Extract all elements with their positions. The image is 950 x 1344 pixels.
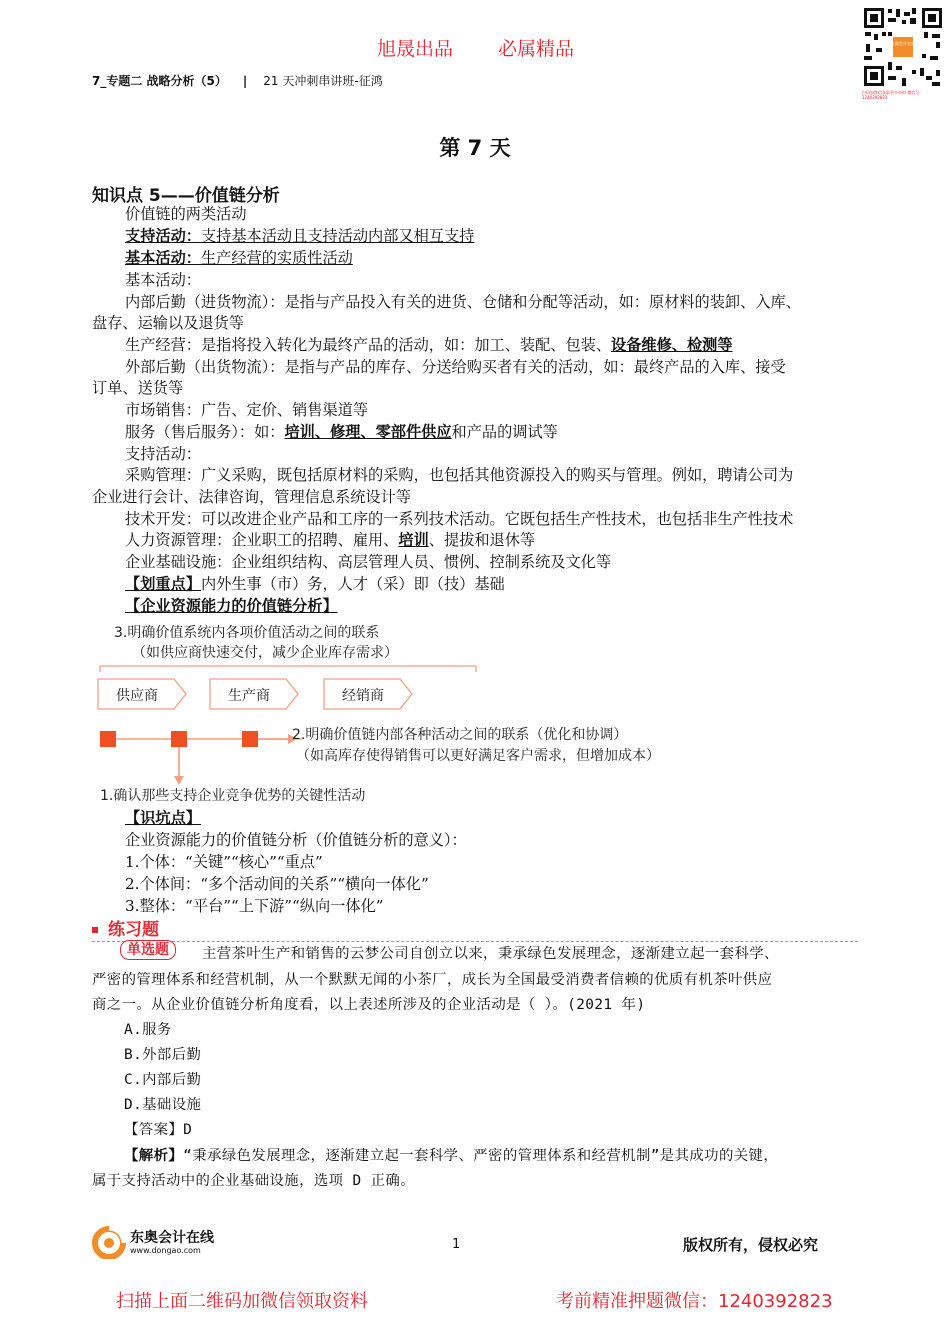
marketing-line: 市场销售：广告、定价、销售渠道等: [125, 401, 368, 419]
pitfalls-label: 【识坑点】: [125, 809, 201, 827]
inbound-line-2: 盘存、运输以及退货等: [92, 314, 244, 332]
header-title: 7_专题二 战略分析（5）: [92, 74, 227, 88]
hr-text: 人力资源管理：企业职工的招聘、雇用、: [125, 531, 399, 549]
qr-center-text: 东奥会计在线: [890, 41, 916, 46]
pitfalls-item-3: 3.整体：“平台”“上下游”“纵向一体化”: [125, 897, 384, 915]
analysis-line-2: 属于支持活动中的企业基础设施，选项 D 正确。: [92, 1173, 416, 1189]
diagram-point3: 3.明确价值系统内各项价值活动之间的联系: [114, 625, 380, 641]
hr-tail: 、提拔和退休等: [428, 531, 536, 549]
analysis-line-1: [124, 1146, 778, 1166]
logo-name: 东奥会计在线: [130, 1230, 214, 1246]
practice-divider: [92, 941, 858, 942]
procurement-line-2: 企业进行会计、法律咨询，管理信息系统设计等: [92, 488, 411, 506]
pitfalls-label-line: [125, 808, 201, 829]
question-stem-2: 严密的管理体系和经营机制，从一个默默无闻的小茶厂，成长为全国最受消费者信赖的优质有机茶叶供应: [92, 972, 773, 988]
banner-right: 必属精品: [498, 38, 575, 60]
doc-header: [92, 72, 383, 89]
question-stem-3: 商之一。从企业价值链分析角度看，以上表述所涉及的企业活动是（ ）。(2021 年): [92, 997, 646, 1013]
infrastructure-line: 企业基础设施：企业组织结构、高层管理人员、惯例、控制系统及文化等: [125, 553, 611, 571]
logo-url: www.dongao.com: [130, 1246, 201, 1255]
qr-note: 扫码加微信获取更多资料 微信号：1240392823: [862, 90, 924, 100]
basic-label: 基本活动：: [125, 249, 201, 267]
answer-line: [124, 1120, 192, 1140]
arrow-point1-head: [174, 776, 184, 785]
service-text: 服务（售后服务）：如：: [125, 423, 285, 441]
key-point-line: [125, 574, 505, 595]
option-b: B.外部后勤: [124, 1047, 202, 1063]
procurement-line-1: 采购管理：广义采购，既包括原材料的采购，也包括其他资源投入的购买与管理。例如，聘请公司为: [125, 466, 794, 484]
header-separator: |: [242, 74, 248, 88]
bullet-icon: [92, 927, 98, 933]
service-bold: 培训、修理、零部件供应: [284, 423, 452, 441]
basic-text: 生产经营的实质性活动: [200, 249, 353, 267]
option-d: D.基础设施: [124, 1097, 202, 1113]
qr-code[interactable]: [862, 6, 944, 88]
banner-left: 旭晟出品: [377, 38, 454, 60]
dongao-logo-icon: [92, 1225, 128, 1259]
analysis-label-practice: 【解析】: [124, 1148, 184, 1164]
support-label: 支持活动：: [125, 227, 201, 245]
question-stem-1: 主营茶叶生产和销售的云梦公司自创立以来，秉承绿色发展理念，逐渐建立起一套科学、: [202, 946, 779, 962]
analysis-label: 【企业资源能力的价值链分析】: [125, 597, 338, 615]
box-producer: 生产商: [228, 688, 270, 704]
pitfalls-item-2: 2.个体间：“多个活动间的关系”“横向一体化”: [125, 875, 429, 893]
pitfalls-intro: 企业资源能力的价值链分析（价值链分析的意义）：: [125, 831, 467, 849]
outbound-line-2: 订单、送货等: [92, 379, 184, 397]
key-text: 内外生事（市）务，人才（采）即（技）基础: [200, 575, 505, 593]
chain-node-2: [171, 731, 187, 747]
header-course: 21 天冲刺串讲班-征鸿: [263, 74, 383, 88]
day-title: 第 7 天: [439, 136, 511, 160]
copyright-text: 版权所有，侵权必究: [683, 1236, 819, 1254]
bottom-right-text: 考前精准押题微信：1240392823: [556, 1291, 833, 1312]
basic-activity-line: [125, 248, 353, 269]
support-heading: 支持活动：: [125, 445, 201, 463]
tech-line: 技术开发：可以改进企业产品和工序的一系列技术活动。它既包括生产性技术，也包括非生产性技术: [125, 510, 794, 528]
operations-text: 生产经营：是指将投入转化为最终产品的活动，如：加工、装配、包装、: [125, 336, 611, 354]
bracket-line: [100, 666, 476, 672]
bottom-left-text: 扫描上面二维码加微信领取资料: [116, 1291, 368, 1312]
diagram-point2-example: （如高库存使得销售可以更好满足客户需求，但增加成本）: [296, 748, 660, 764]
practice-title: 练习题: [108, 920, 159, 940]
outbound-line-1: 外部后勤（出货物流）：是指与产品的库存、分送给购买者有关的活动，如：最终产品的入库、接受: [125, 358, 786, 376]
answer-label: 【答案】: [124, 1122, 184, 1138]
box-distributor: 经销商: [342, 688, 384, 704]
hr-line: [125, 530, 535, 551]
operations-bold: 设备维修、检测等: [611, 336, 733, 354]
service-tail: 和产品的调试等: [451, 423, 558, 441]
key-label: 【划重点】: [125, 575, 201, 593]
question-type-tag: 单选题: [120, 940, 176, 960]
chain-node-3: [242, 731, 258, 747]
inbound-line-1: 内部后勤（进货物流）：是指与产品投入有关的进货、仓储和分配等活动，如：原材料的装卸、入库、: [125, 293, 801, 311]
body-intro: 价值链的两类活动: [125, 205, 247, 223]
diagram-point3-example: （如供应商快速交付，减少企业库存需求）: [132, 645, 398, 661]
basic-heading: 基本活动：: [125, 271, 201, 289]
diagram-point1: 1.确认那些支持企业竞争优势的关键性活动: [100, 788, 366, 804]
diagram-point2: 2.明确价值链内部各种活动之间的联系（优化和协调）: [292, 727, 628, 743]
option-c: C.内部后勤: [124, 1072, 202, 1088]
answer-value: D: [183, 1122, 193, 1138]
service-line: [125, 422, 558, 443]
operations-line: [125, 335, 733, 356]
box-supplier: 供应商: [116, 688, 158, 704]
option-a: A.服务: [124, 1022, 172, 1038]
hr-bold: 培训: [398, 531, 429, 549]
page-number: 1: [452, 1237, 461, 1252]
analysis-text-1: “秉承绿色发展理念，逐渐建立起一套科学、严密的管理体系和经营机制”是其成功的关键，: [183, 1148, 779, 1164]
support-activity-line: [125, 226, 474, 247]
analysis-heading: [125, 596, 338, 617]
practice-heading: [92, 915, 159, 940]
value-chain-diagram: [92, 620, 852, 810]
chain-node-1: [100, 731, 116, 747]
support-text: 支持基本活动且支持活动内部又相互支持: [200, 227, 475, 245]
pitfalls-item-1: 1.个体：“关键”“核心”“重点”: [125, 853, 323, 871]
knowledge-point-title: 知识点 5——价值链分析: [92, 186, 280, 206]
